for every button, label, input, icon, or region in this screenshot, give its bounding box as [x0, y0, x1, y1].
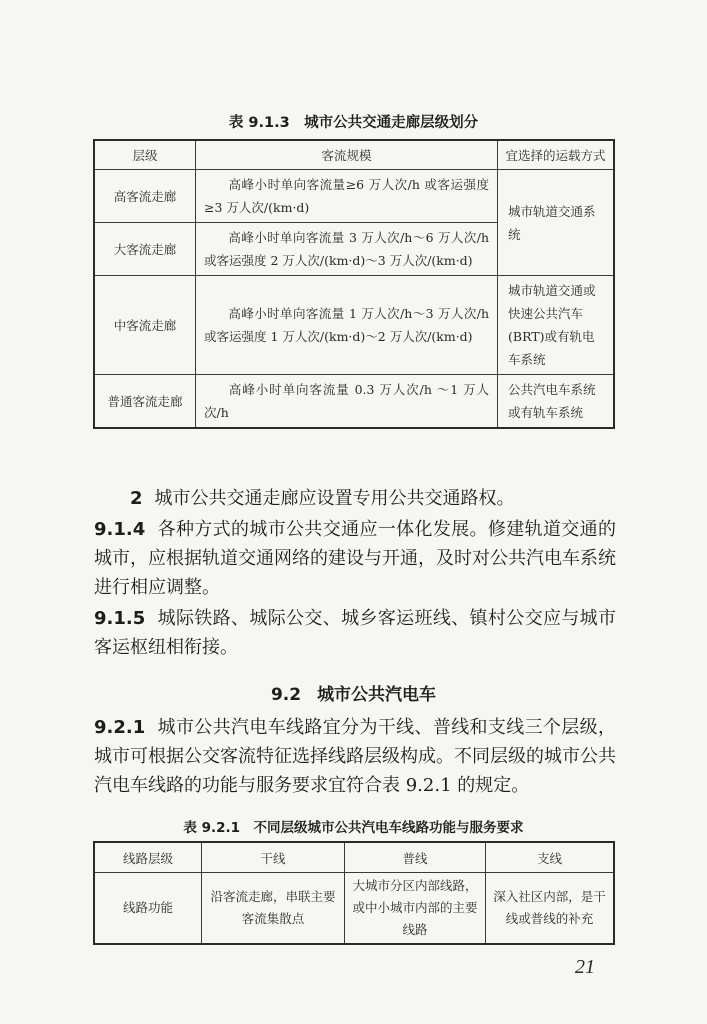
table-caption: 表 9.2.1 不同层级城市公共汽电车线路功能与服务要求: [183, 820, 524, 836]
paragraph: [94, 484, 616, 513]
level-cell: 中客流走廊: [94, 276, 196, 375]
volume-text: 高峰小时单向客流量 1 万人次/h～3 万人次/h 或客运强度 1 万人次/(km·d)～2 万人次/(km·d): [204, 306, 489, 344]
clause-number: 2: [130, 488, 143, 509]
bus-line-level-table: [93, 841, 615, 945]
branch-cell: 深入社区内部，是干线或普线的补充: [486, 873, 615, 945]
volume-text: 高峰小时单向客流量≥6 万人次/h 或客运强度≥3 万人次/(km·d): [204, 177, 489, 215]
mode-cell: 公共汽电车系统或有轨车系统: [498, 375, 615, 429]
clause-number: 9.1.5: [94, 608, 146, 629]
page-number: 21: [575, 956, 595, 978]
section-title: 城市公共汽电车: [317, 685, 437, 705]
header-branch: 支线: [486, 842, 615, 873]
volume-cell: [196, 223, 498, 276]
clause-text: 各种方式的城市公共交通应一体化发展。修建轨道交通的城市，应根据轨道交通网络的建设与开通，及时对公共汽电车系统进行相应调整。: [94, 519, 616, 598]
level-cell: 高客流走廊: [94, 170, 196, 223]
header-volume: 客流规模: [196, 140, 498, 170]
clause-text: 城际铁路、城际公交、城乡客运班线、镇村公交应与城市客运枢纽相衔接。: [94, 608, 616, 658]
table-header-row: [94, 842, 614, 873]
mode-cell-merged: 城市轨道交通系统: [498, 170, 615, 276]
table-header-row: [94, 140, 614, 170]
corridor-level-table: [93, 139, 615, 429]
volume-text: 高峰小时单向客流量 0.3 万人次/h ～1 万人次/h: [204, 382, 489, 420]
table-caption: 表 9.1.3 城市公共交通走廊层级划分: [228, 115, 479, 131]
table-row: [94, 873, 614, 945]
clause-number: 9.2.1: [94, 717, 146, 738]
table-row: [94, 170, 614, 223]
table-row: [94, 375, 614, 429]
paragraph: [94, 713, 616, 800]
section-heading: [0, 680, 707, 705]
header-line-level: 线路层级: [94, 842, 202, 873]
header-trunk: 干线: [202, 842, 345, 873]
trunk-cell: 沿客流走廊，串联主要客流集散点: [202, 873, 345, 945]
level-cell: 大客流走廊: [94, 223, 196, 276]
mode-cell: 城市轨道交通或快速公共汽车(BRT)或有轨电车系统: [498, 276, 615, 375]
volume-cell: [196, 170, 498, 223]
table-row: [94, 276, 614, 375]
volume-text: 高峰小时单向客流量 3 万人次/h～6 万人次/h 或客运强度 2 万人次/(km·d)～3 万人次/(km·d): [204, 230, 489, 268]
row-label: 线路功能: [94, 873, 202, 945]
level-cell: 普通客流走廊: [94, 375, 196, 429]
volume-cell: [196, 276, 498, 375]
clause-number: 9.1.4: [94, 519, 146, 540]
paragraph: [94, 604, 616, 662]
volume-cell: [196, 375, 498, 429]
clause-text: 城市公共汽电车线路宜分为干线、普线和支线三个层级，城市可根据公交客流特征选择线路层级构成。不同层级的城市公共汽电车线路的功能与服务要求宜符合表 9.2.1 的规定。: [94, 717, 616, 796]
header-mode: 宜选择的运载方式: [498, 140, 615, 170]
header-level: 层级: [94, 140, 196, 170]
ordinary-cell: 大城市分区内部线路，或中小城市内部的主要线路: [345, 873, 486, 945]
section-number: 9.2: [270, 685, 302, 705]
clause-text: 城市公共交通走廊应设置专用公共交通路权。: [154, 488, 515, 509]
header-ordinary: 普线: [345, 842, 486, 873]
paragraph: [94, 515, 616, 602]
